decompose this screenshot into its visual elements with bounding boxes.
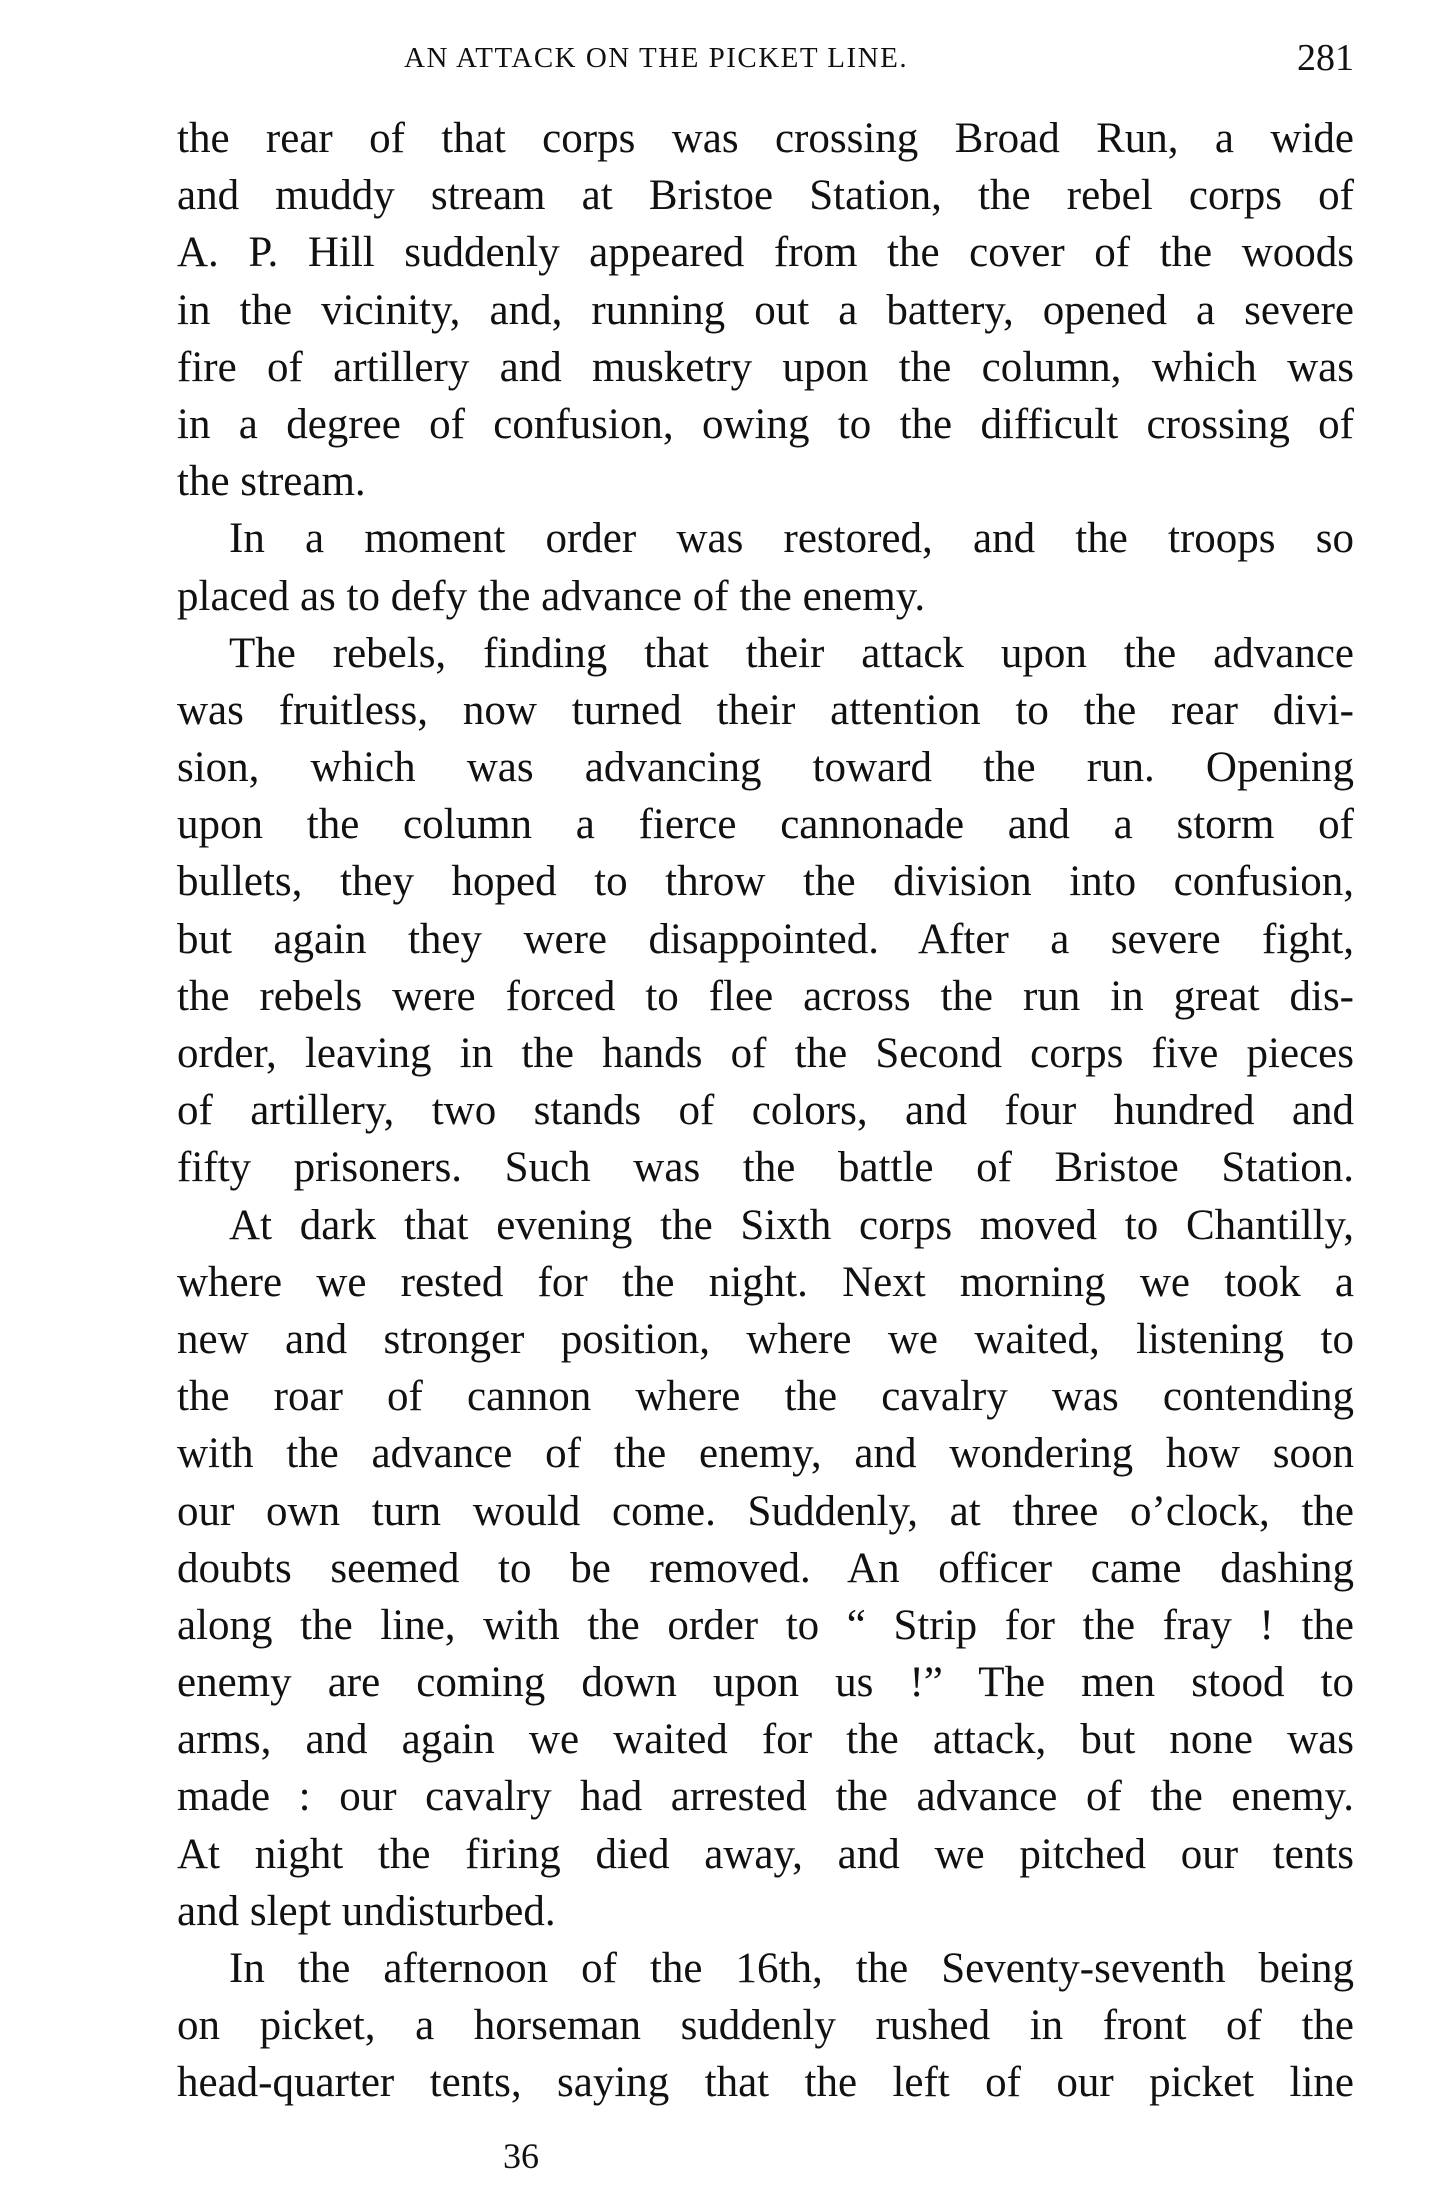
text-line: doubts seemed to be removed. An officer came dashing — [177, 1544, 1354, 1592]
text-line: head-quarter tents, saying that the left of our picket line — [177, 2059, 1354, 2107]
text-line: new and stronger position, where we waited, listening to — [177, 1315, 1354, 1363]
text-line: The rebels, finding that their attack upon the advance — [229, 629, 1354, 677]
text-line: At dark that evening the Sixth corps moved to Chantilly, — [229, 1201, 1354, 1249]
text-line: sion, which was advancing toward the run. Opening — [177, 744, 1354, 792]
text-line: where we rested for the night. Next morning we took a — [177, 1258, 1354, 1306]
signature-mark: 36 — [503, 2136, 539, 2176]
text-line: along the line, with the order to “ Strip for the fray ! the — [177, 1601, 1354, 1649]
text-line: fifty prisoners. Such was the battle of Bristoe Station. — [177, 1144, 1354, 1192]
text-line: of artillery, two stands of colors, and four hundred and — [177, 1087, 1354, 1135]
running-head — [177, 36, 1354, 80]
text-line: A. P. Hill suddenly appeared from the cover of the woods — [177, 229, 1354, 277]
text-line: in a degree of confusion, owing to the difficult crossing of — [177, 400, 1354, 448]
text-line: our own turn would come. Suddenly, at three o’clock, the — [177, 1487, 1354, 1535]
text-line: and slept undisturbed. — [177, 1887, 556, 1935]
text-line: made : our cavalry had arrested the advance of the enemy. — [177, 1773, 1354, 1821]
text-line: enemy are coming down upon us !” The men stood to — [177, 1659, 1354, 1707]
paragraph — [177, 625, 1354, 1197]
text-line: the rebels were forced to flee across the run in great dis- — [177, 972, 1354, 1020]
paragraph — [177, 510, 1354, 624]
text-line: with the advance of the enemy, and wondering how soon — [177, 1430, 1354, 1478]
text-line: arms, and again we waited for the attack, but none was — [177, 1716, 1354, 1764]
text-line: in the vicinity, and, running out a battery, opened a severe — [177, 286, 1354, 334]
paragraph — [177, 110, 1354, 510]
text-line: and muddy stream at Bristoe Station, the rebel corps of — [177, 172, 1354, 220]
paragraph — [177, 1940, 1354, 2112]
text-line: the rear of that corps was crossing Broad Run, a wide — [177, 115, 1354, 162]
text-line: was fruitless, now turned their attention to the rear divi- — [177, 686, 1354, 734]
text-line: placed as to defy the advance of the enemy. — [177, 572, 926, 620]
running-head-title: AN ATTACK ON THE PICKET LINE. — [404, 42, 909, 74]
text-line: on picket, a horseman suddenly rushed in front of the — [177, 2002, 1354, 2050]
text-line: bullets, they hoped to throw the division into confusion, — [177, 858, 1354, 906]
text-line: In the afternoon of the 16th, the Seventy-seventh being — [229, 1945, 1354, 1992]
text-line: fire of artillery and musketry upon the column, which was — [177, 343, 1354, 391]
text-line: but again they were disappointed. After a severe fight, — [177, 915, 1354, 963]
paragraph — [177, 1197, 1354, 1940]
text-line: the stream. — [177, 458, 366, 506]
page-number: 281 — [1297, 37, 1354, 79]
text-line: upon the column a fierce cannonade and a storm of — [177, 801, 1354, 849]
body-text — [177, 110, 1354, 2112]
text-line: the roar of cannon where the cavalry was contending — [177, 1373, 1354, 1421]
text-line: In a moment order was restored, and the troops so — [229, 515, 1354, 563]
text-line: order, leaving in the hands of the Second corps five pieces — [177, 1030, 1354, 1077]
text-line: At night the firing died away, and we pitched our tents — [177, 1830, 1354, 1878]
